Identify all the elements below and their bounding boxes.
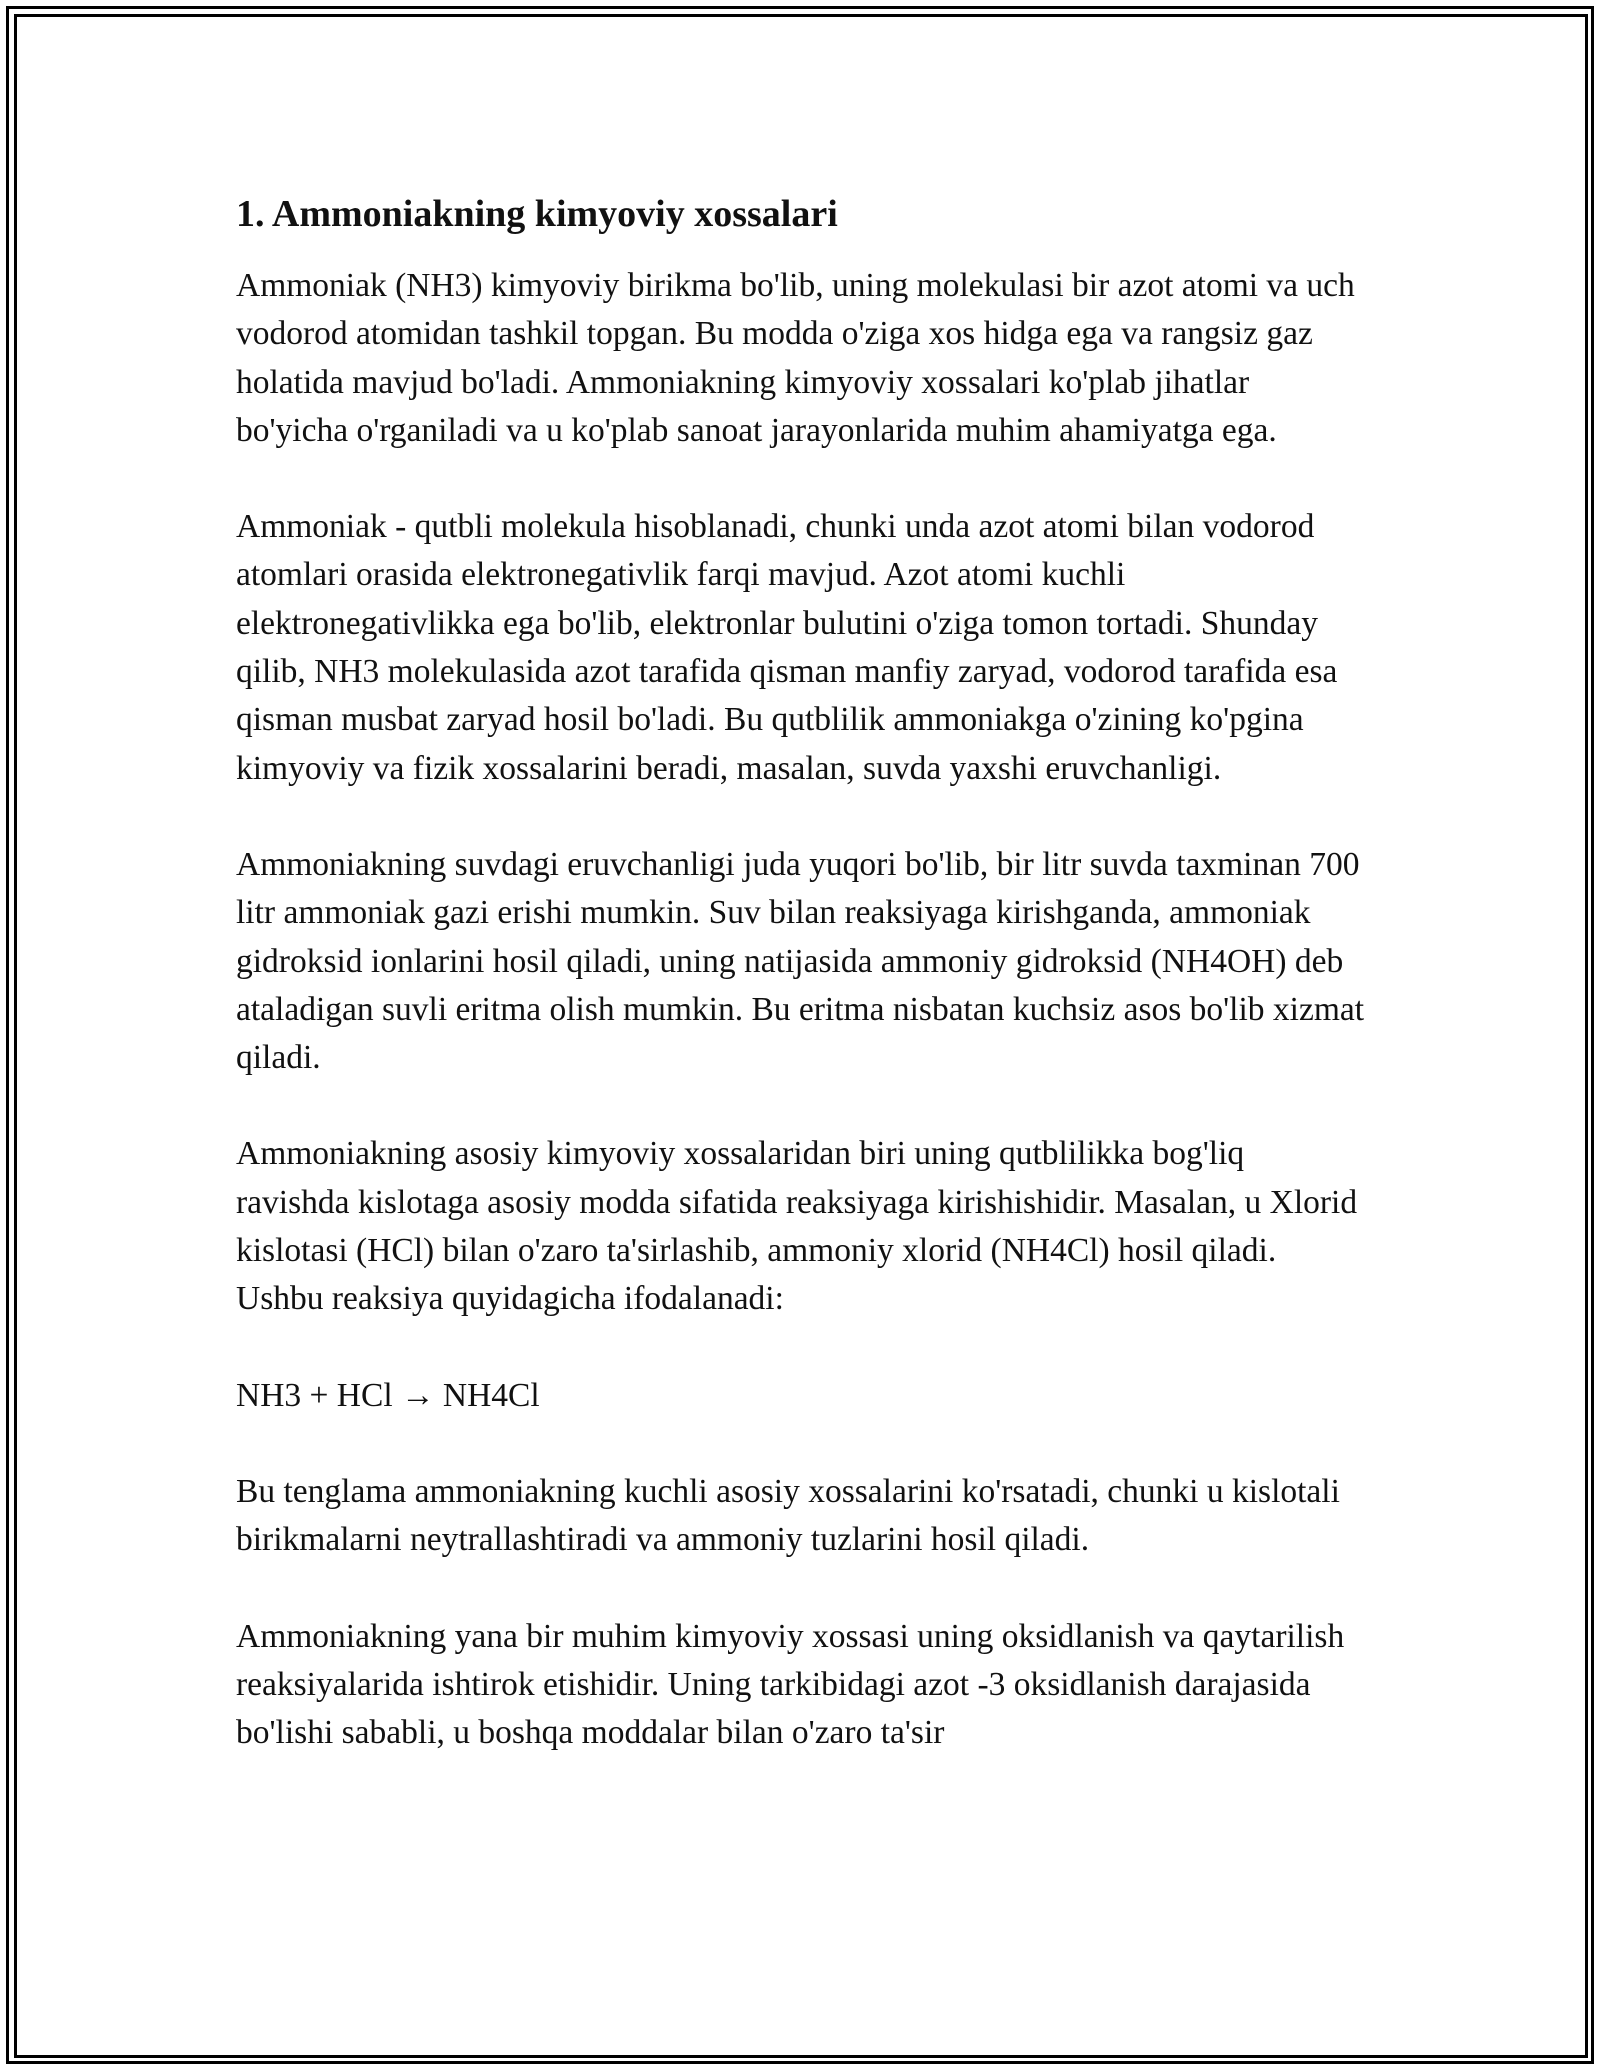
paragraph-polarity: Ammoniak - qutbli molekula hisoblanadi, chunki unda azot atomi bilan vodorod atomlari orasida elektronegativlik farqi mavjud. Azot atomi kuchli elektronegativlikka ega bo'lib, elektronlar bulutini o'ziga tomon tortadi. Shunday qilib, NH3 molekulasida azot tarafida qisman manfiy zaryad, vodorod tarafida esa qisman musbat zaryad hosil bo'ladi. Bu qutblilik ammoniakga o'zining ko'pgina kimyoviy va fizik xossalarini beradi, masalan, suvda yaxshi eruvchanligi. bbox=[236, 508, 1338, 787]
section-heading: 1. Ammoniakning kimyoviy xossalari bbox=[236, 193, 838, 235]
document-body bbox=[236, 186, 1366, 1805]
paragraph-solubility: Ammoniakning suvdagi eruvchanligi juda yuqori bo'lib, bir litr suvda taxminan 700 litr ammoniak gazi erishi mumkin. Suv bilan reaksiyaga kirishganda, ammoniak gidroksid ionlarini hosil qiladi, uning natijasida ammoniy gidroksid (NH4OH) deb ataladigan suvli eritma olish mumkin. Bu eritma nisbatan kuchsiz asos bo'lib xizmat qiladi. bbox=[236, 845, 1365, 1077]
paragraph-acid-reaction: Ammoniakning asosiy kimyoviy xossalaridan biri uning qutblilikka bog'liq ravishda kislotaga asosiy modda sifatida reaksiyaga kirishishidir. Masalan, u Xlorid kislotasi (HCl) bilan o'zaro ta'sirlashib, ammoniy xlorid (NH4Cl) hosil qiladi. Ushbu reaksiya quyidagicha ifodalanadi: bbox=[236, 1135, 1358, 1318]
paragraph-equation-explanation: Bu tenglama ammoniakning kuchli asosiy xossalarini ko'rsatadi, chunki u kislotali birikmalarni neytrallashtiradi va ammoniy tuzlarini hosil qiladi. bbox=[236, 1472, 1340, 1559]
paragraph-intro: Ammoniak (NH3) kimyoviy birikma bo'lib, uning molekulasi bir azot atomi va uch vodorod atomidan tashkil topgan. Bu modda o'ziga xos hidga ega va rangsiz gaz holatida mavjud bo'ladi. Ammoniakning kimyoviy xossalari ko'plab jihatlar bo'yicha o'rganiladi va u ko'plab sanoat jarayonlarida muhim ahamiyatga ega. bbox=[236, 267, 1355, 449]
paragraph-redox: Ammoniakning yana bir muhim kimyoviy xossasi uning oksidlanish va qaytarilish reaksiyalarida ishtirok etishidir. Uning tarkibidagi azot -3 oksidlanish darajasida bo'lishi sababli, u boshqa moddalar bilan o'zaro ta'sir bbox=[236, 1617, 1345, 1752]
reaction-equation: NH3 + HCl → NH4Cl bbox=[236, 1376, 540, 1414]
